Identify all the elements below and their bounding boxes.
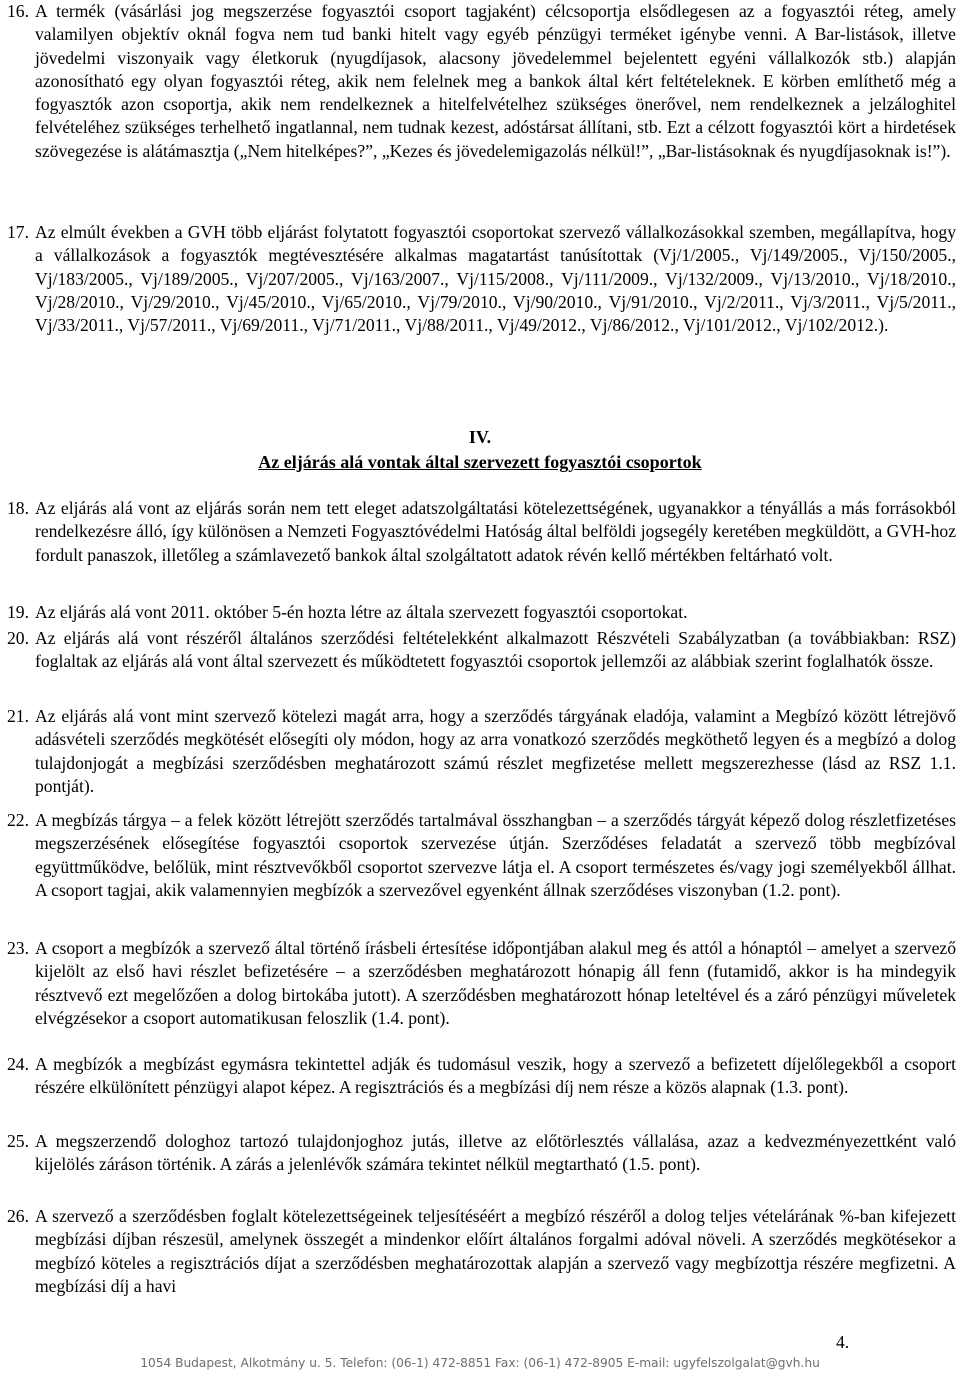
- paragraph-text: Az eljárás alá vont mint szervező kötelezi magát arra, hogy a szerződés tárgyának eladója, valamint a Megbízó között létrejövő adásvételi szerződés megkötését elősegíti oly módon, hogy az arra vonatkozó szerződés megköthető legyen és a megbízó a dolog tulajdonjogát a megbízási szerződésben meghatározott számú részlet megfizetése mellett megszerezhesse (lásd az RSZ 1.1. pontját).: [35, 706, 956, 796]
- paragraph-22: [0, 809, 956, 902]
- paragraph-23: [0, 937, 956, 1030]
- paragraph-text: Az elmúlt években a GVH több eljárást folytatott fogyasztói csoportokat szervező vállalkozásokkal szemben, megállapítva, hogy a vállalkozások a fogyasztók megtévesztésére alkalmas magatartást tanúsítottak (Vj/1/2005., Vj/149/2005., Vj/150/2005., Vj/183/2005., Vj/189/2005., Vj/207/2005., Vj/163/2007., Vj/115/2008., Vj/111/2009., Vj/132/2009., Vj/13/2010., Vj/18/2010., Vj/28/2010., Vj/29/2010., Vj/45/2010., Vj/65/2010., Vj/79/2010., Vj/90/2010., Vj/91/2010., Vj/2/2011., Vj/3/2011., Vj/5/2011., Vj/33/2011., Vj/57/2011., Vj/69/2011., Vj/71/2011., Vj/88/2011., Vj/49/2012., Vj/86/2012., Vj/101/2012., Vj/102/2012.).: [35, 222, 956, 336]
- paragraph-text: A szervező a szerződésben foglalt kötelezettségeinek teljesítéséért a megbízó részéről a dolog teljes vételárának %-ban kifejezett megbízási díjban részesül, amelynek összegét a mindenkor előírt általános forgalmi adóval növeli. A szerződés megkötésekor a megbízó köteles a regisztrációs díjat a szerződésben meghatározottak alapján a szervező vagy megbízottja részére megfizetni. A megbízási díj a havi: [35, 1206, 956, 1296]
- paragraph-16: [0, 0, 956, 163]
- paragraph-21: [0, 705, 956, 798]
- paragraph-number: 21.: [7, 706, 29, 726]
- paragraph-text: A csoport a megbízók a szervező által történő írásbeli értesítése időpontjában alakul meg és attól a hónaptól – amelyet a szervező kijelölt az első havi részlet befizetésére – a szerződésben meghatározott hónapig áll fenn (futamidő, akkor is ha mindegyik résztvevő ezt megelőzően a dolog birtokába jutott). A szerződésben meghatározott hónap leteltével és a záró pénzügyi műveletek elvégzésekor a csoport automatikusan feloszlik (1.4. pont).: [35, 938, 956, 1028]
- paragraph-number: 18.: [7, 498, 29, 518]
- paragraph-number: 26.: [7, 1206, 29, 1226]
- paragraph-text: A megbízók a megbízást egymásra tekintettel adják és tudomásul veszik, hogy a szervező a befizetett díjelőlegekből a csoport részére elkülönített pénzügyi alapot képez. A regisztrációs és a megbízási díj nem része a közös alapnak (1.3. pont).: [35, 1054, 956, 1098]
- section-number: IV.: [468, 427, 492, 447]
- paragraph-number: 24.: [7, 1054, 29, 1074]
- paragraph-26: [0, 1205, 956, 1298]
- paragraph-25: [0, 1130, 956, 1177]
- paragraph-24: [0, 1053, 956, 1100]
- section-title: Az eljárás alá vontak által szervezett fogyasztói csoportok: [258, 452, 702, 472]
- footer-contact: 1054 Budapest, Alkotmány u. 5. Telefon: (06-1) 472-8851 Fax: (06-1) 472-8905 E-mail: ugyfelszolgalat@gvh.hu: [140, 1356, 820, 1370]
- paragraph-number: 17.: [7, 222, 29, 242]
- paragraph-text: A megbízás tárgya – a felek között létrejött szerződés tartalmával összhangban – a szerződés tárgyát képező dolog részletfizetéses megszerzésének elősegítése fogyasztói csoportok szervezése útján. Szerződéses feladatát a szervező több megbízóval együttműködve, belőlük, mint résztvevőkből csoportot szervezve látja el. A csoport természetes és/vagy jogi személyekből állhat. A csoport tagjai, akik valamennyien megbízók a szervezővel egyenként állnak szerződéses viszonyban (1.2. pont).: [35, 810, 956, 900]
- paragraph-20: [0, 627, 956, 674]
- paragraph-text: A termék (vásárlási jog megszerzése fogyasztói csoport tagjaként) célcsoportja elsődlegesen az a fogyasztói réteg, amely valamilyen objektív oknál fogva nem tud banki hitelt vagy egyéb pénzügyi terméket igénybe venni. A Bar-listások, illetve jövedelmi viszonyaik vagy életkoruk (nyugdíjasok, alacsony jövedelemmel bejelentett egyéni vállalkozók stb.) alapján azonosítható egy olyan fogyasztói réteg, akik nem felelnek meg a bankok által kért feltételeknek. E körben említhető még a fogyasztók azon csoportja, akik nem rendelkeznek a hitelfelvételhez szükséges önerővel, nem rendelkeznek a jelzáloghitel felvételéhez szükséges terhelhető ingatlannal, nem tudnak kezest, adóstársat állítani, stb. Ezt a célzott fogyasztói kört a hirdetések szövegezése is alátámasztja („Nem hitelképes?”, „Kezes és jövedelemigazolás nélkül!”, „Bar-listásoknak és nyugdíjasoknak is!”).: [35, 1, 956, 161]
- page-number: 4.: [836, 1332, 850, 1352]
- paragraph-text: Az eljárás alá vont 2011. október 5-én hozta létre az általa szervezett fogyasztói csoportokat.: [35, 602, 688, 622]
- paragraph-text: Az eljárás alá vont az eljárás során nem tett eleget adatszolgáltatási kötelezettségének, ugyanakkor a tényállás a más forrásokból rendelkezésre álló, így különösen a Nemzeti Fogyasztóvédelmi Hatóság által belföldi jogsegély keretében megküldött, a GVH-hoz fordult panaszok, illetőleg a számlavezető bankok által szolgáltatott adatok révén kellő mértékben feltárható volt.: [35, 498, 956, 565]
- paragraph-number: 25.: [7, 1131, 29, 1151]
- paragraph-number: 20.: [7, 628, 29, 648]
- paragraph-text: A megszerzendő dologhoz tartozó tulajdonjoghoz jutás, illetve az előtörlesztés vállalása, azaz a kedvezményezettként való kijelölés záráson történik. A zárás a jelenlévők számára tekintet nélkül megtartható (1.5. pont).: [35, 1131, 956, 1175]
- paragraph-number: 23.: [7, 938, 29, 958]
- paragraph-18: [0, 497, 956, 567]
- paragraph-number: 19.: [7, 602, 29, 622]
- paragraph-19: [0, 601, 956, 624]
- paragraph-text: Az eljárás alá vont részéről általános szerződési feltételekként alkalmazott Részvételi Szabályzatban (a továbbiakban: RSZ) foglaltak az eljárás alá vont által szervezett és működtetett fogyasztói csoportok jellemzői az alábbiak szerint foglalhatók össze.: [35, 628, 956, 672]
- paragraph-17: [0, 221, 956, 337]
- paragraph-number: 16.: [7, 1, 29, 21]
- paragraph-number: 22.: [7, 810, 29, 830]
